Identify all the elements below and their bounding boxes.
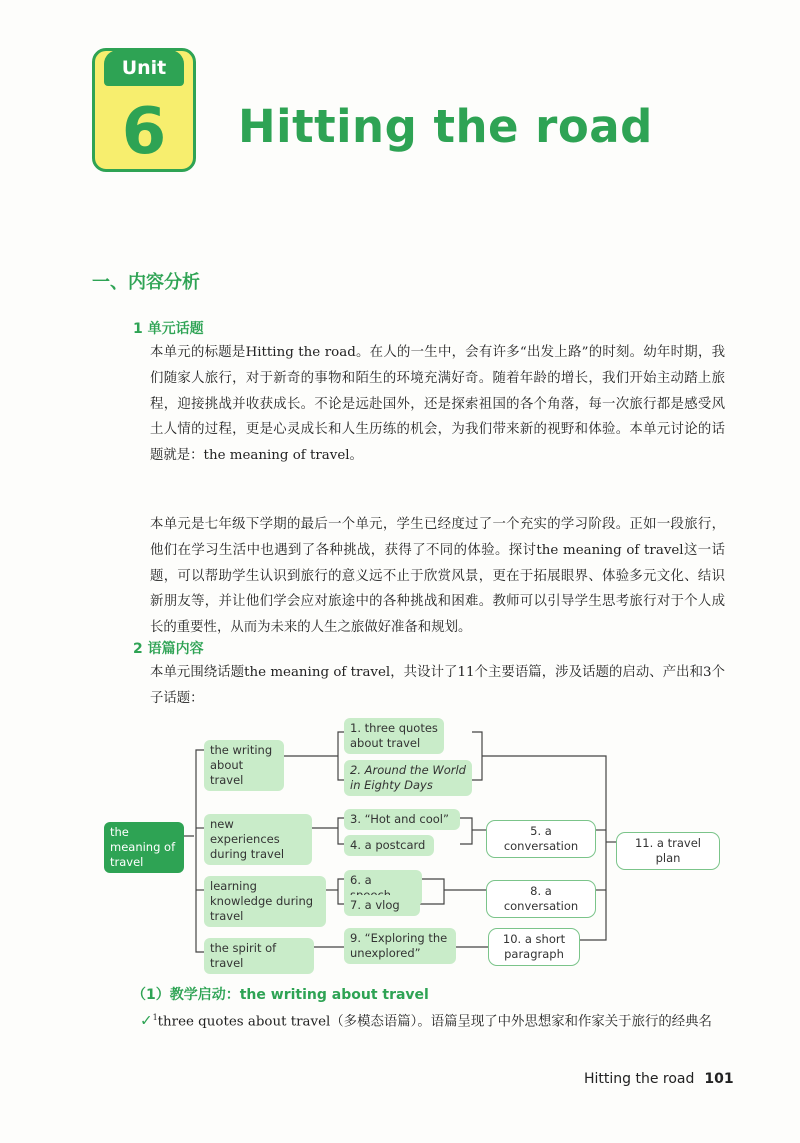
mind-map-root: the meaning of travel: [104, 822, 184, 873]
teaching-start-heading: （1）教学启动：the writing about travel: [132, 987, 429, 1003]
topic-paragraph-2: 本单元是七年级下学期的最后一个单元，学生已经度过了一个充实的学习阶段。正如一段旅行，他们在学习生活中也遇到了各种挑战，获得了不同的体验。探讨the meaning of travel这一话题，可以帮助学生认识到旅行的意义远不止于欣赏风景，更在于拓展眼界、体验多元文化、结识新朋友等，并让他们学会应对旅途中的各种挑战和困难。教师可以引导学生思考旅行对于个人成长的重要性，从而为未来的人生之旅做好准备和规划。: [150, 517, 725, 636]
topic-heading: 1 单元话题: [133, 321, 204, 337]
topic-paragraph-1: 本单元的标题是Hitting the road。在人的一生中，会有许多“出发上路”的时刻。幼年时期，我们随家人旅行，对于新奇的事物和陌生的环境充满好奇。随着年龄的增长，我们开始主动踏上旅程，迎接挑战并收获成长。不论是远赴国外，还是探索祖国的各个角落，每一次旅行都是感受风土人情的过程，更是心灵成长和人生历练的机会，为我们带来新的视野和体验。本单元讨论的话题就是：the meaning of travel。: [150, 345, 725, 464]
text-6: 6. a: [344, 870, 422, 906]
unit-label: Unit: [104, 50, 184, 86]
page-number: 101: [704, 1071, 734, 1087]
text-8: 8. a conversation: [486, 880, 596, 918]
page-footer: [584, 1071, 734, 1087]
subtopic-spirit: the spirit of travel: [204, 938, 314, 974]
text-3: 3. “Hot and cool”: [344, 809, 460, 830]
footer-title: Hitting the road: [584, 1071, 695, 1087]
text-5: 5. a conversation: [486, 820, 596, 858]
text-7: 7. a vlog: [344, 895, 420, 916]
text-2: 2. Around the World in Eighty Days: [344, 760, 472, 796]
texts-paragraph: 本单元围绕话题the meaning of travel，共设计了11个主要语篇，涉及话题的启动、产出和3个子话题：: [150, 665, 725, 706]
check-icon: ✓: [140, 1011, 153, 1030]
unit-number: 6: [121, 95, 167, 169]
text-10: 10. a short paragraph: [488, 928, 580, 966]
teaching-start-text: three quotes about travel（多模态语篇）。语篇呈现了中外思想家和作家关于旅行的经典名: [157, 1014, 712, 1030]
superscript-number: 1: [152, 1013, 158, 1022]
subtopic-writing: the writing about travel: [204, 740, 284, 791]
text-4: 4. a postcard: [344, 835, 434, 856]
unit-title: Hitting the road: [238, 100, 653, 153]
text-1: 1. three quotes about travel: [344, 718, 444, 754]
section-heading: 一、内容分析: [92, 272, 200, 293]
text-9: 9. “Exploring the unexplored”: [344, 928, 456, 964]
text-11: 11. a travel plan: [616, 832, 720, 870]
subtopic-knowledge: learning knowledge during travel: [204, 876, 326, 927]
mind-map: [100, 714, 740, 974]
subtopic-experiences: new experiences during travel: [204, 814, 312, 865]
teaching-start-line: [140, 1007, 740, 1033]
texts-heading: 2 语篇内容: [133, 641, 204, 657]
